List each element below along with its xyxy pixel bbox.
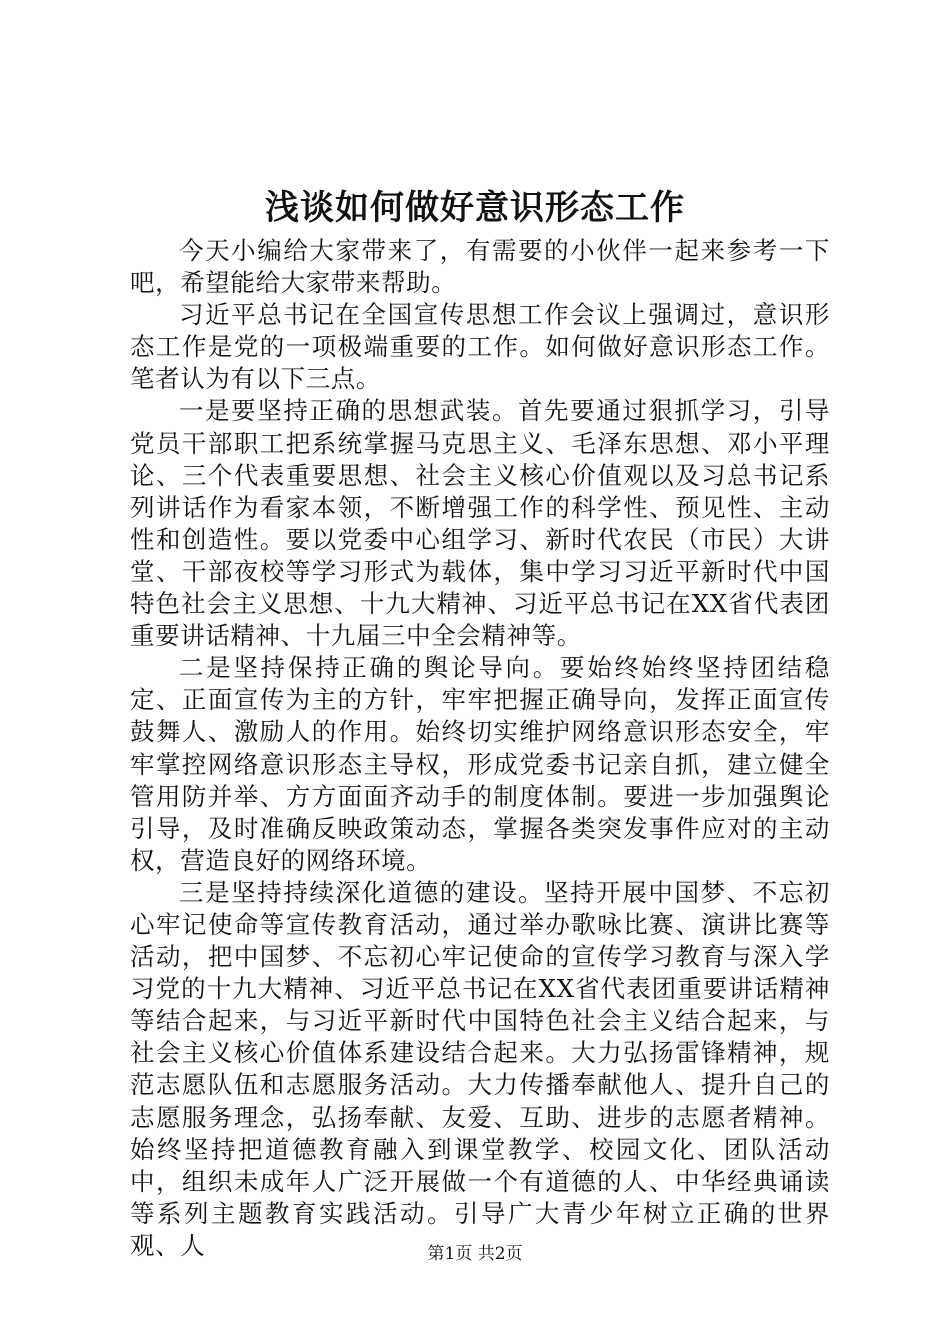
document-title: 浅谈如何做好意识形态工作 (265, 188, 685, 228)
paragraph-point-two: 二是坚持保持正确的舆论导向。要始终始终坚持团结稳定、正面宣传为主的方针，牢牢把握正确导向，发挥正面宣传鼓舞人、激励人的作用。始终切实维护网络意识形态安全，牢牢掌控网络意识形态主导权，形成党委书记亲自抓，建立健全管用防并举、方方面面齐动手的制度体制。要进一步加强舆论引导，及时准确反映政策动态，掌握各类突发事件应对的主动权，营造良好的网络环境。 (130, 653, 830, 875)
paragraph-intro: 今天小编给大家带来了，有需要的小伙伴一起来参考一下吧，希望能给大家带来帮助。 (130, 236, 830, 298)
paragraph-point-one: 一是要坚持正确的思想武装。首先要通过狠抓学习，引导党员干部职工把系统掌握马克思主义、毛泽东思想、邓小平理论、三个代表重要思想、社会主义核心价值观以及习总书记系列讲话作为看家本领，不断增强工作的科学性、预见性、主动性和创造性。要以党委中心组学习、新时代农民（市民）大讲堂、干部夜校等学习形式为载体，集中学习习近平新时代中国特色社会主义思想、十九大精神、习近平总书记在XX省代表团重要讲话精神、十九届三中全会精神等。 (130, 396, 830, 651)
paragraph-point-three: 三是坚持持续深化道德的建设。坚持开展中国梦、不忘初心牢记使命等宣传教育活动，通过举办歌咏比赛、演讲比赛等活动，把中国梦、不忘初心牢记使命的宣传学习教育与深入学习党的十九大精神、习近平总书记在XX省代表团重要讲话精神等结合起来，与习近平新时代中国特色社会主义结合起来，与社会主义核心价值体系建设结合起来。大力弘扬雷锋精神，规范志愿队伍和志愿服务活动。大力传播奉献他人、提升自己的志愿服务理念，弘扬奉献、友爱、互助、进步的志愿者精神。始终坚持把道德教育融入到课堂教学、校园文化、团队活动中，组织未成年人广泛开展做一个有道德的人、中华经典诵读等系列主题教育实践活动。引导广大青少年树立正确的世界观、人 (130, 877, 830, 1260)
document-body (130, 235, 830, 1262)
paragraph-background: 习近平总书记在全国宣传思想工作会议上强调过，意识形态工作是党的一项极端重要的工作。如何做好意识形态工作。笔者认为有以下三点。 (130, 300, 830, 394)
page-number: 第1页 共2页 (427, 1244, 523, 1264)
